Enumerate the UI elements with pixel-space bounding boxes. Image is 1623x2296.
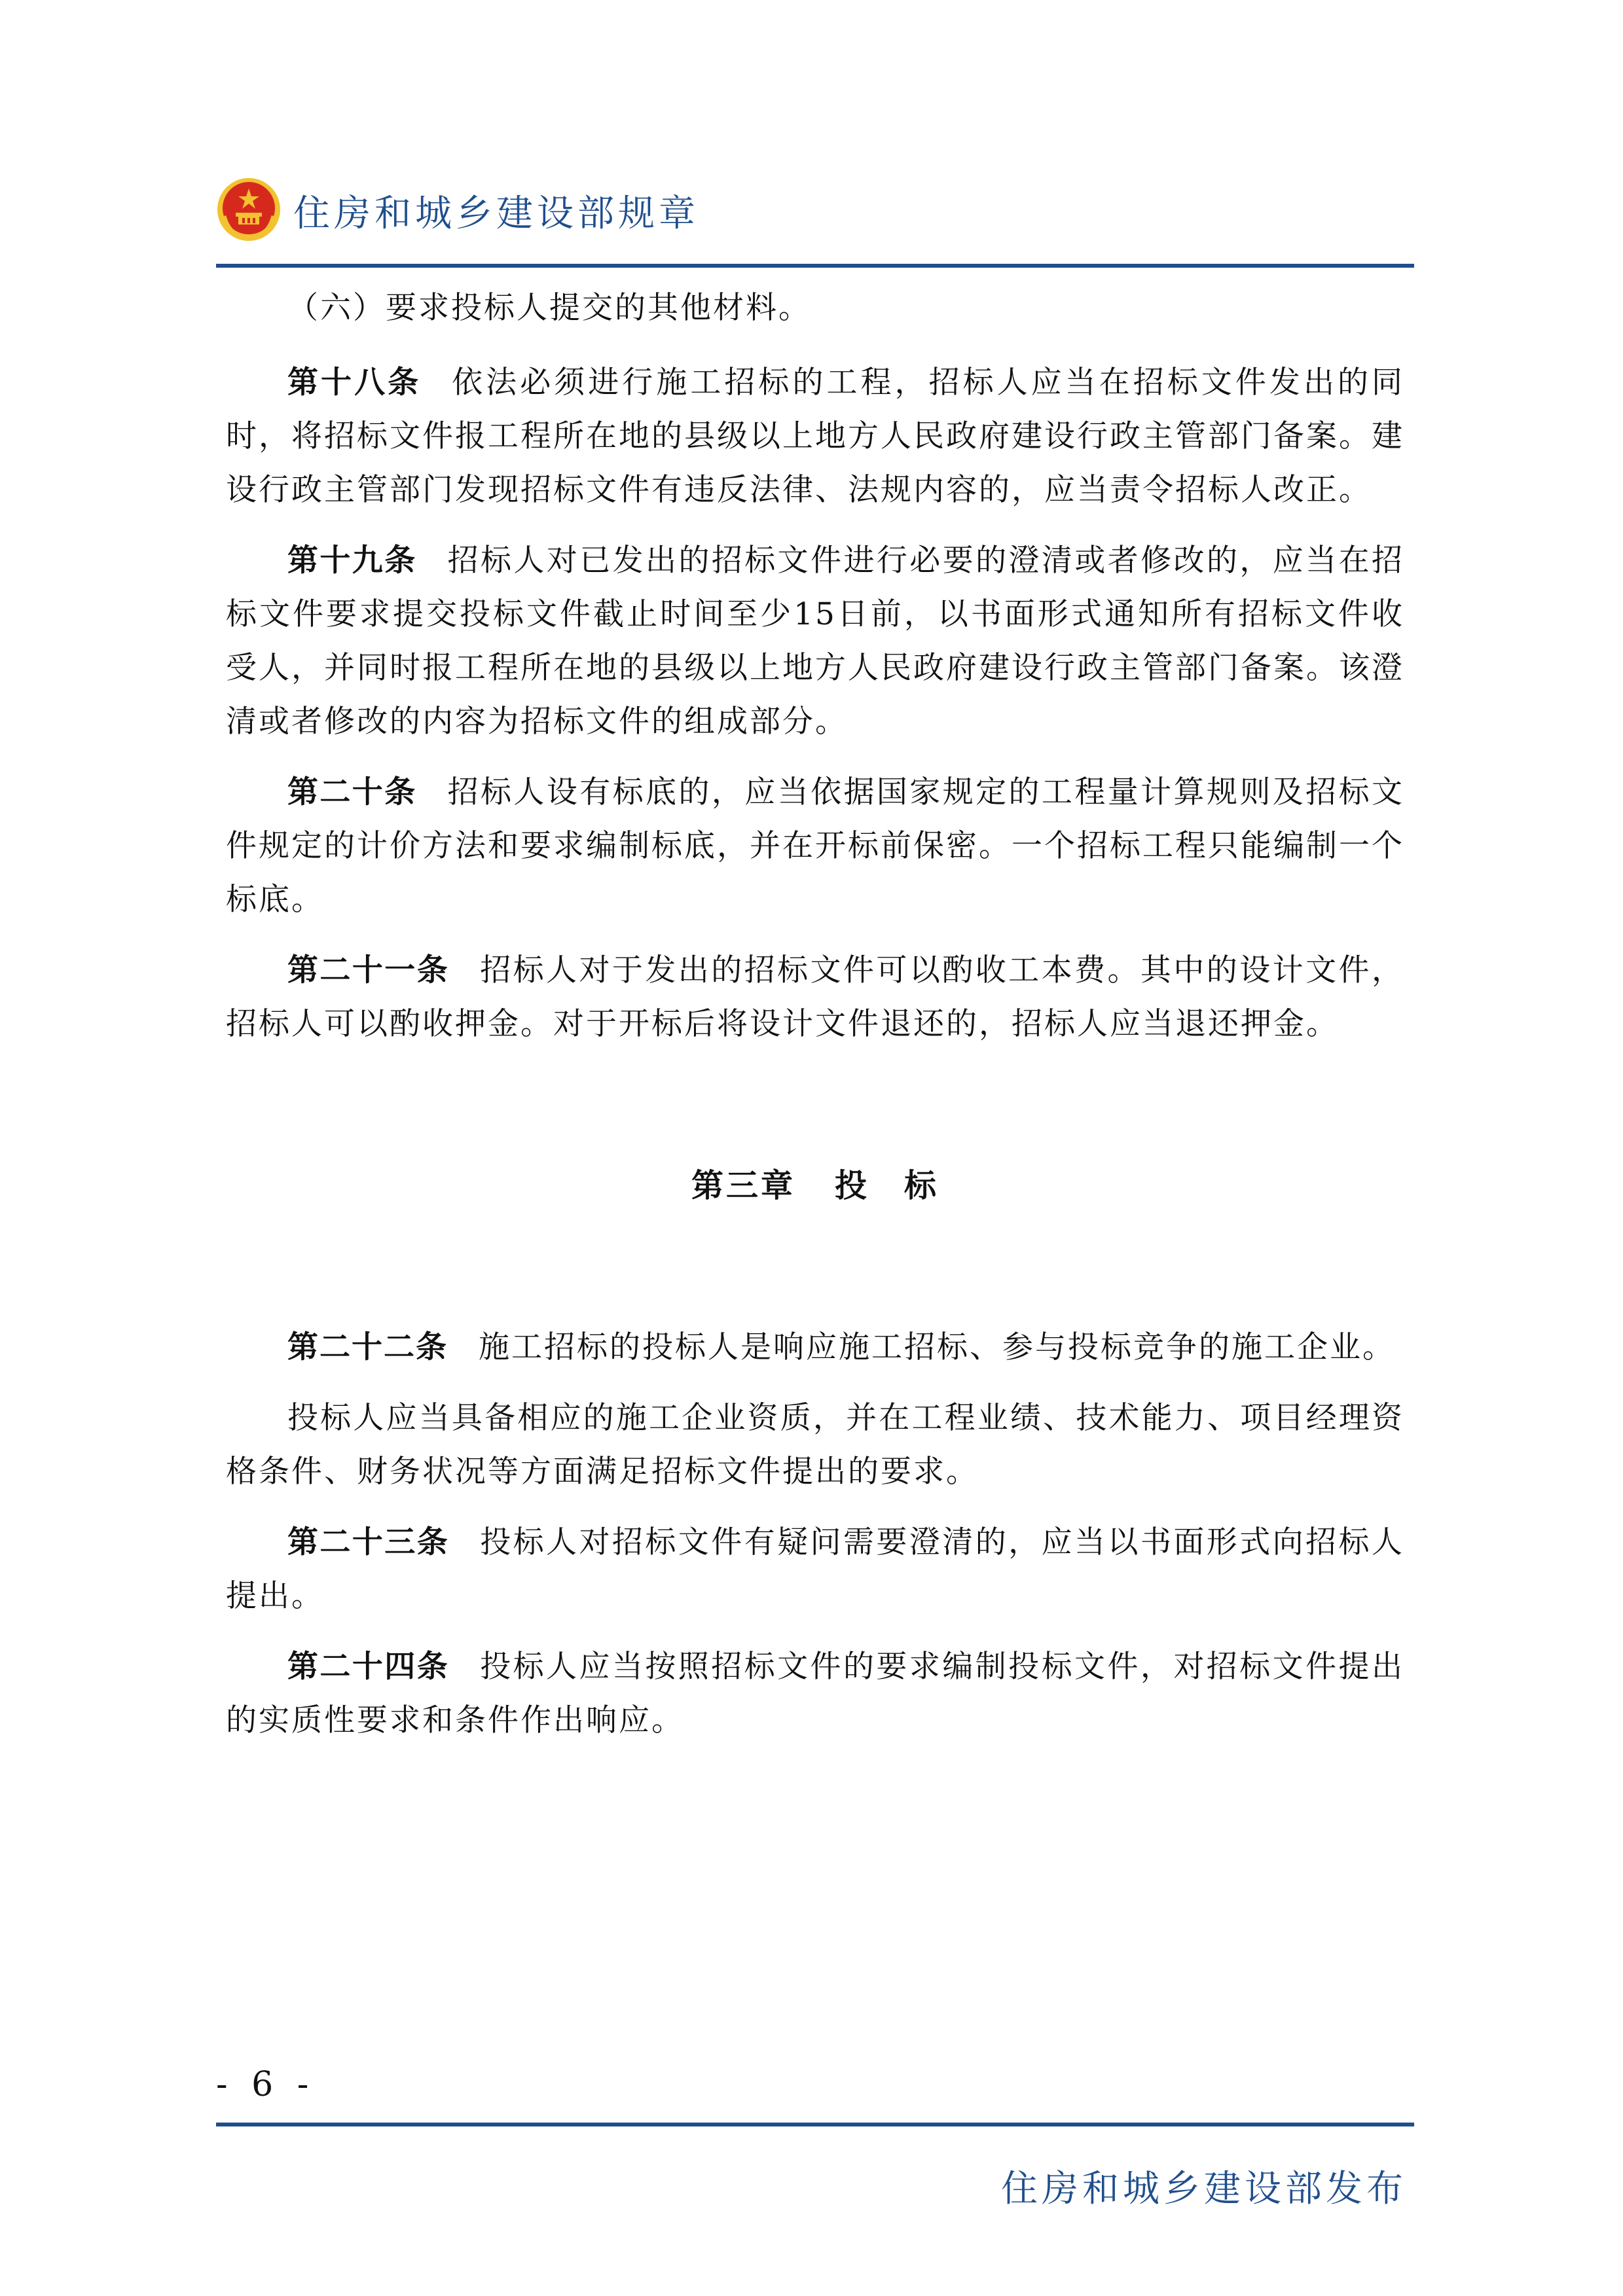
article-23: [226, 1516, 1404, 1623]
article-title: 第十八条: [287, 365, 422, 401]
article-text: 投标人对招标文件有疑问需要澄清的，应当以书面形式向招标人提出。: [226, 1524, 1404, 1614]
article-text: 施工招标的投标人是响应施工招标、参与投标竞争的施工企业。: [479, 1329, 1395, 1365]
article-19: [226, 534, 1404, 749]
article-24: [226, 1640, 1404, 1748]
article-22: [226, 1321, 1404, 1374]
article-text: 招标人设有标底的，应当依据国家规定的工程量计算规则及招标文件规定的计价方法和要求编制标底，并在开标前保密。一个招标工程只能编制一个标底。: [226, 774, 1404, 918]
list-item: （六）要求投标人提交的其他材料。: [287, 290, 811, 326]
article-title: 第二十四条: [287, 1649, 450, 1685]
chapter-number: 第三章: [691, 1167, 795, 1204]
article-title: 第十九条: [287, 543, 417, 579]
document-body: [226, 281, 1404, 1765]
national-emblem-icon: [216, 177, 282, 242]
chapter-heading: [226, 1159, 1404, 1213]
chapter-name: 投 标: [835, 1167, 939, 1204]
article-text: 招标人对已发出的招标文件进行必要的澄清或者修改的，应当在招标文件要求提交投标文件截止时间至少15日前，以书面形式通知所有招标文件收受人，并同时报工程所在地的县级以上地方人民政府建设行政主管部门备案。该澄清或者修改的内容为招标文件的组成部分。: [226, 543, 1404, 740]
header-rule: [216, 264, 1414, 268]
footer-rule: [216, 2123, 1414, 2126]
article-text: 投标人应当按照招标文件的要求编制投标文件，对招标文件提出的实质性要求和条件作出响应。: [226, 1649, 1404, 1738]
article-title: 第二十条: [287, 774, 417, 810]
article-text: 依法必须进行施工招标的工程，招标人应当在招标文件发出的同时，将招标文件报工程所在地的县级以上地方人民政府建设行政主管部门备案。建设行政主管部门发现招标文件有违反法律、法规内容的，应当责令招标人改正。: [226, 365, 1405, 508]
article-title: 第二十一条: [287, 952, 450, 988]
page-header: [216, 177, 1414, 249]
article-title: 第二十二条: [287, 1329, 448, 1365]
article-text: 招标人对于发出的招标文件可以酌收工本费。其中的设计文件，招标人可以酌收押金。对于开标后将设计文件退还的，招标人应当退还押金。: [226, 952, 1404, 1042]
article-18: [226, 356, 1404, 517]
header-title: 住房和城乡建设部规章: [293, 192, 699, 235]
article-title: 第二十三条: [287, 1524, 450, 1560]
page-number: - 6 -: [216, 2065, 316, 2104]
footer-text: 住房和城乡建设部发布: [1001, 2168, 1407, 2210]
article-22-paragraph-2: 投标人应当具备相应的施工企业资质，并在工程业绩、技术能力、项目经理资格条件、财务状况等方面满足招标文件提出的要求。: [226, 1400, 1404, 1490]
article-20: [226, 766, 1404, 927]
article-21: [226, 944, 1404, 1051]
